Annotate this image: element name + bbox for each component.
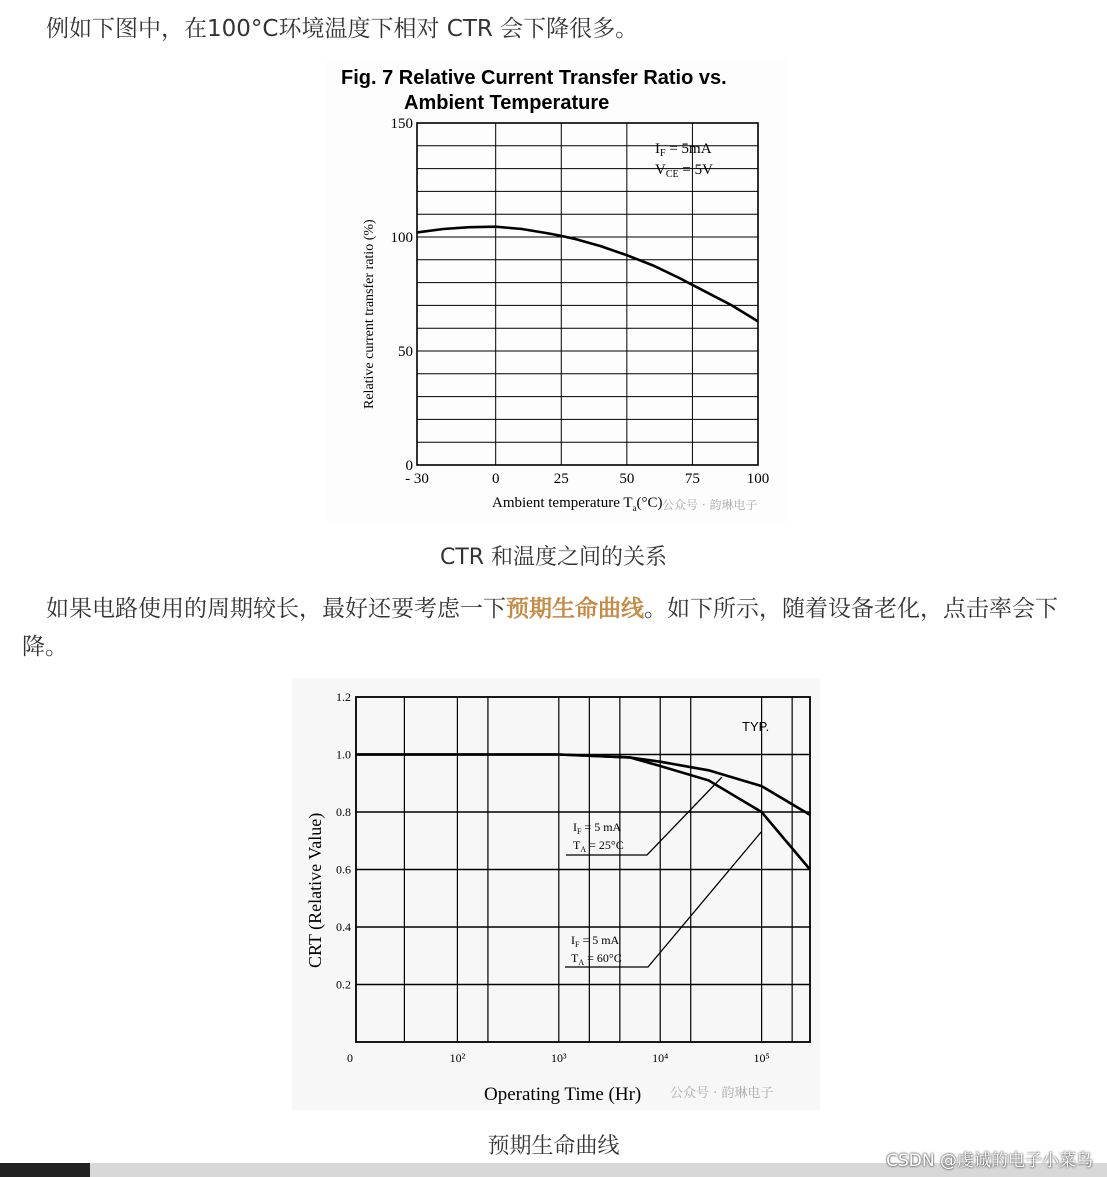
chart-life-curve	[292, 678, 820, 1110]
chart1-x-tick-label: - 30	[405, 471, 429, 487]
chart2-ylabel: CRT (Relative Value)	[305, 812, 325, 968]
bottom-dark-block	[0, 1163, 90, 1177]
paragraph2-text-after: 。如下所示，随着设备老化，点击率会下降。	[22, 596, 1058, 660]
chart2-y-tick-label: 1.0	[336, 747, 351, 762]
chart1-title-line2: Ambient Temperature	[404, 92, 610, 114]
chart2-x-tick-label: 0	[347, 1051, 353, 1065]
figure-life-curve	[292, 678, 820, 1110]
chart1-xlabel: Ambient temperature $T_a(^\circ C)$	[492, 495, 663, 513]
chart2-typ-label: TYP.	[742, 719, 770, 734]
chart1-x-tick-label: 100	[746, 471, 770, 487]
watermark-fig2: 公众号 · 韵琳电子	[670, 1086, 774, 1101]
chart2-x-tick-label: 10³	[551, 1051, 567, 1065]
chart2-y-tick-label: 1.2	[336, 690, 351, 704]
chart1-x-tick-label: 0	[491, 471, 500, 487]
csdn-watermark: CSDN @虔诚的电子小菜鸟	[886, 1151, 1093, 1171]
chart2-series-25c-line	[356, 755, 810, 815]
chart-ctr-vs-temperature	[326, 60, 788, 522]
chart2-series-25c-label-ta: $T_A = 25^\circ C$	[573, 838, 624, 854]
chart2-x-tick-label: 10⁵	[753, 1051, 770, 1065]
paragraph2-text-before: 如果电路使用的周期较长，最好还要考虑一下	[46, 596, 506, 622]
chart2-series-60c-label-ta: $T_A = 60^\circ C$	[571, 951, 622, 967]
caption-life-curve: 预期生命曲线	[487, 1134, 620, 1159]
paragraph2-highlight: 预期生命曲线	[506, 596, 644, 622]
chart1-legend-if: $I_F = 5mA$	[655, 141, 712, 159]
chart2-y-tick-label: 0.2	[336, 977, 351, 992]
chart2-y-tick-label: 0.4	[336, 920, 351, 934]
chart2-x-tick-label: 10²	[449, 1051, 466, 1065]
paragraph-life-curve	[22, 590, 1092, 666]
chart1-series-ctr-line	[417, 227, 758, 322]
paragraph-ctr-temperature: 例如下图中，在100°C环境温度下相对 CTR 会下降很多。	[46, 16, 639, 42]
chart1-y-tick-label: 50	[398, 344, 413, 360]
chart2-series-60c-label-if: $I_F = 5$ mA	[571, 933, 620, 949]
chart1-ylabel: Relative current transfer ratio (%)	[362, 219, 377, 409]
chart2-series-25c-label-if: $I_F = 5$ mA	[573, 820, 622, 836]
chart2-xlabel: Operating Time (Hr)	[484, 1084, 642, 1105]
chart1-x-tick-label: 25	[553, 471, 569, 487]
chart1-y-tick-label: 100	[390, 230, 413, 246]
chart1-title-line1: Fig. 7 Relative Current Transfer Ratio vs.	[341, 67, 727, 89]
chart2-y-tick-label: 0.8	[336, 805, 351, 819]
chart1-x-tick-label: 50	[619, 471, 635, 487]
chart1-x-tick-label: 75	[684, 471, 700, 487]
figure-ctr-vs-temperature	[326, 60, 788, 522]
chart2-x-tick-label: 10⁴	[652, 1051, 669, 1065]
chart1-legend-vce: $V_{CE} = 5V$	[655, 162, 713, 180]
chart1-y-tick-label: 150	[390, 116, 413, 132]
caption-ctr-temperature: CTR 和温度之间的关系	[439, 545, 668, 570]
chart1-y-tick-label: 0	[405, 458, 413, 474]
chart2-y-tick-label: 0.6	[336, 862, 351, 877]
watermark-fig1: 公众号 · 韵琳电子	[662, 498, 758, 512]
